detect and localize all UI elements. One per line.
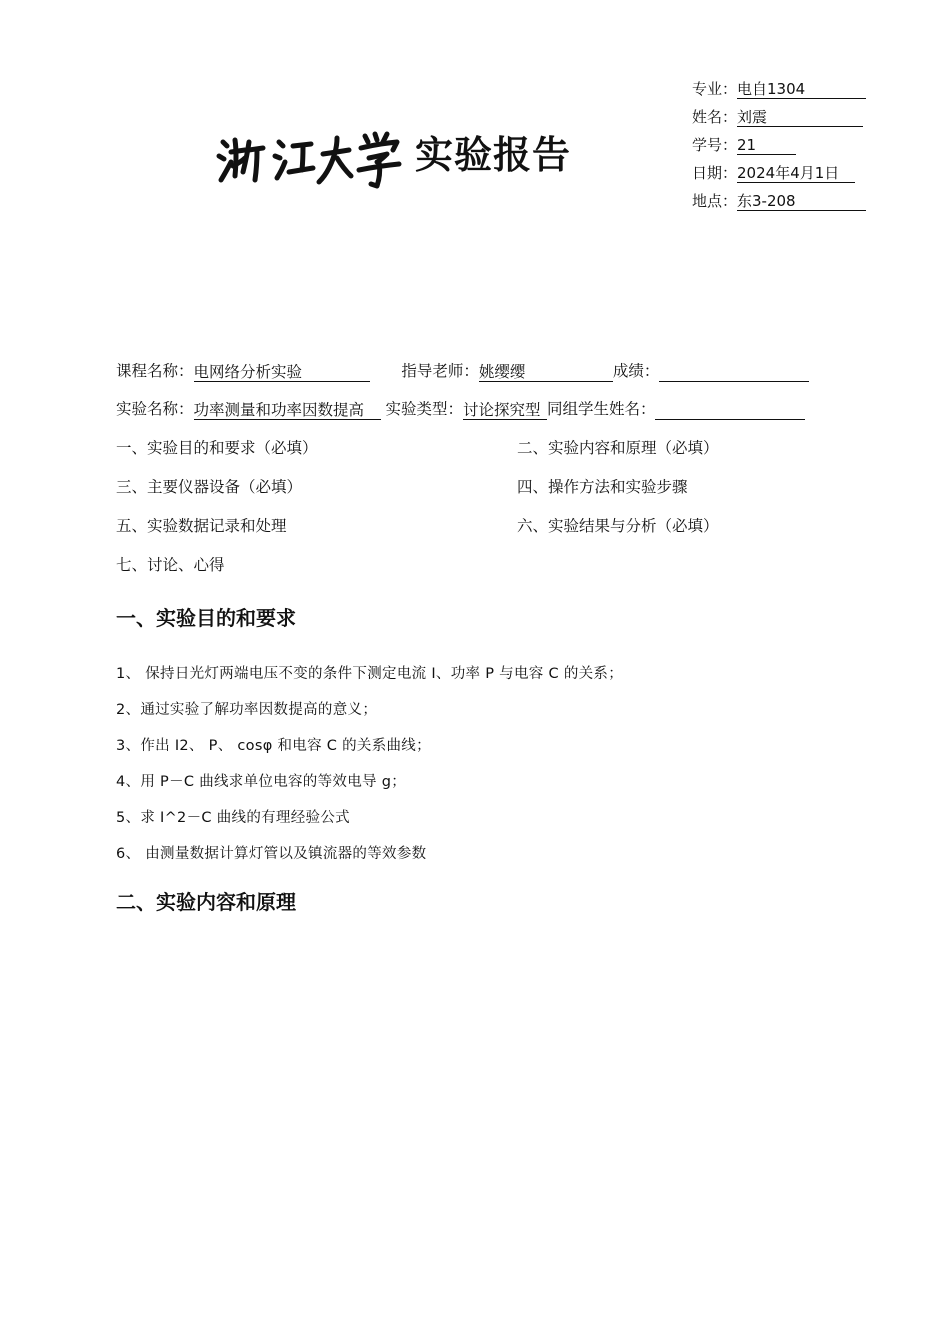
meta-student-id bbox=[692, 134, 796, 156]
partner-label: 同组学生姓名： bbox=[546, 400, 656, 418]
section2-heading: 二、实验内容和原理 bbox=[116, 890, 296, 914]
zju-calligraphy-logo bbox=[215, 128, 415, 190]
meta-major bbox=[692, 78, 866, 100]
meta-name bbox=[692, 106, 863, 128]
name-value: 刘震 bbox=[737, 106, 863, 127]
experiment-value: 功率测量和功率因数提高 bbox=[194, 399, 381, 420]
type-value: 讨论探究型 bbox=[463, 399, 547, 420]
teacher-label: 指导老师： bbox=[401, 362, 479, 380]
score-value bbox=[659, 361, 809, 382]
list-item: 2、通过实验了解功率因数提高的意义； bbox=[116, 702, 378, 718]
meta-place bbox=[692, 190, 866, 212]
course-row bbox=[116, 360, 809, 382]
date-value: 2024年4月1日 bbox=[737, 162, 855, 183]
toc-item: 四、操作方法和实验步骤 bbox=[517, 478, 688, 496]
toc-item: 六、实验结果与分析（必填） bbox=[517, 517, 719, 535]
name-label: 姓名： bbox=[692, 108, 738, 126]
experiment-row bbox=[116, 398, 805, 420]
meta-date bbox=[692, 162, 855, 184]
score-label: 成绩： bbox=[612, 362, 660, 380]
id-label: 学号： bbox=[692, 136, 738, 154]
major-value: 电自1304 bbox=[737, 78, 866, 99]
toc-item: 三、主要仪器设备（必填） bbox=[116, 478, 303, 496]
toc-item: 七、讨论、心得 bbox=[116, 556, 225, 574]
list-item: 6、 由测量数据计算灯管以及镇流器的等效参数 bbox=[116, 846, 427, 862]
experiment-label: 实验名称： bbox=[116, 400, 194, 418]
list-item: 1、 保持日光灯两端电压不变的条件下测定电流 I、功率 P 与电容 C 的关系； bbox=[116, 666, 624, 682]
partner-value bbox=[655, 399, 805, 420]
course-value: 电网络分析实验 bbox=[194, 361, 370, 382]
place-value: 东3-208 bbox=[737, 190, 866, 211]
report-title: 实验报告 bbox=[415, 133, 572, 177]
toc-item: 一、实验目的和要求（必填） bbox=[116, 439, 318, 457]
list-item: 4、用 P－C 曲线求单位电容的等效电导 g； bbox=[116, 774, 407, 790]
id-value: 21 bbox=[737, 134, 796, 155]
toc-item: 二、实验内容和原理（必填） bbox=[517, 439, 719, 457]
list-item: 5、求 I^2－C 曲线的有理经验公式 bbox=[116, 810, 350, 826]
teacher-value: 姚缨缨 bbox=[479, 361, 613, 382]
place-label: 地点： bbox=[692, 192, 738, 210]
section1-heading: 一、实验目的和要求 bbox=[116, 606, 296, 630]
toc-item: 五、实验数据记录和处理 bbox=[116, 517, 287, 535]
course-label: 课程名称： bbox=[116, 362, 194, 380]
date-label: 日期： bbox=[692, 164, 738, 182]
major-label: 专业： bbox=[692, 80, 738, 98]
type-label: 实验类型： bbox=[385, 400, 463, 418]
list-item: 3、作出 I2、 P、 cosφ 和电容 C 的关系曲线； bbox=[116, 738, 431, 754]
